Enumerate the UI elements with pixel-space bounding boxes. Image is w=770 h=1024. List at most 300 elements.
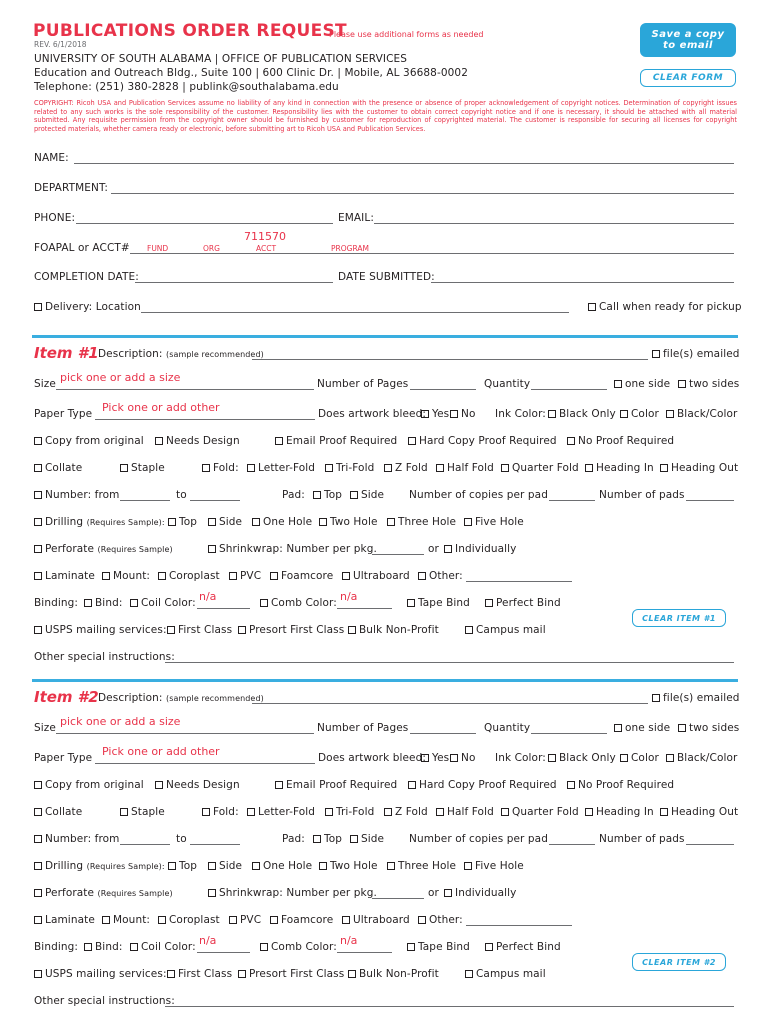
campus-mail-option[interactable]: Campus mail — [465, 624, 546, 636]
paper-type-field[interactable] — [95, 763, 315, 764]
coroplast-checkbox[interactable] — [158, 916, 166, 924]
number-to-field[interactable] — [190, 844, 240, 845]
number-checkbox[interactable] — [34, 835, 42, 843]
perforate-option[interactable]: Perforate (Requires Sample) — [34, 887, 173, 899]
shrinkwrap-option[interactable]: Shrinkwrap: Number per pkg. — [208, 543, 377, 555]
foapal-field[interactable] — [130, 253, 734, 254]
number-to-label: to — [176, 833, 187, 845]
laminate-option[interactable]: Laminate — [34, 914, 95, 926]
email-field[interactable] — [374, 223, 734, 224]
comb-color-checkbox[interactable] — [260, 943, 268, 951]
mount-other-checkbox[interactable] — [418, 572, 426, 580]
usps-option[interactable]: USPS mailing services: — [34, 968, 167, 980]
three-hole-checkbox[interactable] — [387, 862, 395, 870]
special-instructions-label: Other special instructions: — [34, 995, 175, 1007]
pad-top-checkbox[interactable] — [313, 491, 321, 499]
number-of-pads-field[interactable] — [686, 500, 734, 501]
artwork-bleed-label: Does artwork bleed: — [318, 752, 426, 764]
five-hole-option[interactable]: Five Hole — [464, 516, 524, 528]
individually-checkbox[interactable] — [444, 545, 452, 553]
perfect-bind-option[interactable]: Perfect Bind — [485, 597, 561, 609]
number-to-field[interactable] — [190, 500, 240, 501]
comb-color-option[interactable]: Comb Color: — [260, 941, 337, 953]
heading-in-option[interactable]: Heading In — [585, 806, 654, 818]
pickup-label: Call when ready for pickup — [599, 301, 742, 313]
comb-color-field[interactable] — [337, 608, 392, 609]
no-proof-checkbox[interactable] — [567, 781, 575, 789]
staple-option[interactable]: Staple — [120, 806, 165, 818]
paper-type-value[interactable]: Pick one or add other — [102, 401, 220, 414]
staple-checkbox[interactable] — [120, 808, 128, 816]
mount-other-field[interactable] — [466, 581, 572, 582]
number-checkbox[interactable] — [34, 491, 42, 499]
individually-option[interactable]: Individually — [444, 543, 516, 555]
comb-color-value[interactable]: n/a — [340, 934, 358, 947]
bleed-no-option[interactable]: No — [450, 408, 475, 420]
black-only-checkbox[interactable] — [548, 754, 556, 762]
save-copy-button[interactable]: Save a copy to email — [640, 23, 736, 57]
campus-mail-checkbox[interactable] — [465, 626, 473, 634]
coil-color-checkbox[interactable] — [130, 599, 138, 607]
pickup-checkbox-row[interactable] — [588, 301, 742, 313]
perfect-bind-checkbox[interactable] — [485, 943, 493, 951]
drilling-checkbox[interactable] — [34, 862, 42, 870]
size-field[interactable] — [56, 733, 314, 734]
comb-color-field[interactable] — [337, 952, 392, 953]
two-hole-checkbox[interactable] — [319, 862, 327, 870]
black-only-checkbox[interactable] — [548, 410, 556, 418]
perfect-bind-option[interactable]: Perfect Bind — [485, 941, 561, 953]
phone-label: PHONE: — [34, 212, 76, 224]
size-value[interactable]: pick one or add a size — [60, 715, 181, 728]
two-hole-option[interactable]: Two Hole — [319, 516, 378, 528]
ultraboard-checkbox[interactable] — [342, 916, 350, 924]
completion-date-field[interactable] — [135, 282, 333, 283]
files-emailed-option[interactable]: file(s) emailed — [652, 692, 740, 704]
mount-other-checkbox[interactable] — [418, 916, 426, 924]
drill-top-option[interactable]: Top — [168, 860, 197, 872]
name-label: NAME: — [34, 152, 69, 164]
two-sides-checkbox[interactable] — [678, 724, 686, 732]
foamcore-option[interactable]: Foamcore — [270, 914, 333, 926]
heading-out-option[interactable]: Heading Out — [660, 462, 738, 474]
pages-field[interactable] — [410, 733, 476, 734]
half-fold-option[interactable]: Half Fold — [436, 806, 494, 818]
ultraboard-option[interactable]: Ultraboard — [342, 914, 410, 926]
presort-checkbox[interactable] — [238, 626, 246, 634]
one-hole-checkbox[interactable] — [252, 862, 260, 870]
one-hole-checkbox[interactable] — [252, 518, 260, 526]
two-sides-option[interactable]: two sides — [678, 722, 739, 734]
paper-type-value[interactable]: Pick one or add other — [102, 745, 220, 758]
needs-design-checkbox[interactable] — [155, 437, 163, 445]
bind-checkbox[interactable] — [84, 599, 92, 607]
color-option[interactable]: Color — [620, 408, 659, 420]
quantity-label: Quantity — [484, 722, 531, 734]
black-only-option[interactable]: Black Only — [548, 752, 616, 764]
foamcore-checkbox[interactable] — [270, 572, 278, 580]
laminate-option[interactable]: Laminate — [34, 570, 95, 582]
fold-checkbox[interactable] — [202, 808, 210, 816]
phone-field[interactable] — [76, 223, 333, 224]
drill-side-option[interactable]: Side — [208, 516, 242, 528]
foamcore-checkbox[interactable] — [270, 916, 278, 924]
black-color-option[interactable]: Black/Color — [666, 408, 737, 420]
shrinkwrap-or-label: or — [428, 887, 439, 899]
email-label: EMAIL: — [338, 212, 374, 224]
description-label: Description: (sample recommended) — [98, 692, 264, 704]
form-title: PUBLICATIONS ORDER REQUEST — [33, 21, 347, 41]
letter-fold-checkbox[interactable] — [247, 808, 255, 816]
bleed-no-checkbox[interactable] — [450, 410, 458, 418]
half-fold-checkbox[interactable] — [436, 808, 444, 816]
color-checkbox[interactable] — [620, 754, 628, 762]
copy-original-checkbox[interactable] — [34, 437, 42, 445]
date-submitted-label: DATE SUBMITTED: — [338, 271, 435, 283]
drill-top-checkbox[interactable] — [168, 518, 176, 526]
copy-original-checkbox[interactable] — [34, 781, 42, 789]
pvc-option[interactable]: PVC — [229, 570, 261, 582]
presort-option[interactable]: Presort First Class — [238, 624, 344, 636]
z-fold-checkbox[interactable] — [384, 808, 392, 816]
acct-value[interactable]: 711570 — [244, 230, 286, 243]
tri-fold-checkbox[interactable] — [325, 808, 333, 816]
bulk-checkbox[interactable] — [348, 626, 356, 634]
number-from-field[interactable] — [120, 844, 170, 845]
bind-option[interactable]: Bind: — [84, 941, 122, 953]
no-proof-option[interactable]: No Proof Required — [567, 435, 674, 447]
fold-checkbox[interactable] — [202, 464, 210, 472]
quantity-field[interactable] — [531, 389, 607, 390]
binding-label: Binding: — [34, 597, 79, 609]
special-instructions-field[interactable] — [165, 1006, 734, 1007]
ultraboard-checkbox[interactable] — [342, 572, 350, 580]
black-color-option[interactable]: Black/Color — [666, 752, 737, 764]
two-sides-checkbox[interactable] — [678, 380, 686, 388]
three-hole-option[interactable]: Three Hole — [387, 860, 456, 872]
org-label: ORG — [203, 244, 220, 253]
department-label: DEPARTMENT: — [34, 182, 108, 194]
bulk-checkbox[interactable] — [348, 970, 356, 978]
first-class-option[interactable]: First Class — [167, 968, 232, 980]
heading-out-checkbox[interactable] — [660, 808, 668, 816]
description-field[interactable] — [252, 359, 648, 360]
hard-copy-proof-option[interactable]: Hard Copy Proof Required — [408, 779, 557, 791]
letter-fold-option[interactable]: Letter-Fold — [247, 462, 315, 474]
bleed-yes-checkbox[interactable] — [421, 410, 429, 418]
clear-item-button[interactable]: CLEAR ITEM #1 — [632, 609, 726, 627]
address-line: Education and Outreach Bldg., Suite 100 | 600 Clinic Dr. | Mobile, AL 36688-0002 — [34, 67, 468, 79]
size-value[interactable]: pick one or add a size — [60, 371, 181, 384]
laminate-checkbox[interactable] — [34, 572, 42, 580]
coil-color-field[interactable] — [197, 952, 250, 953]
paper-type-field[interactable] — [95, 419, 315, 420]
perforate-checkbox[interactable] — [34, 889, 42, 897]
coil-color-option[interactable]: Coil Color: — [130, 597, 196, 609]
fold-option[interactable]: Fold: — [202, 806, 239, 818]
ink-color-label: Ink Color: — [495, 408, 546, 420]
shrinkwrap-field[interactable] — [372, 898, 424, 899]
shrinkwrap-field[interactable] — [372, 554, 424, 555]
files-emailed-checkbox[interactable] — [652, 350, 660, 358]
coroplast-checkbox[interactable] — [158, 572, 166, 580]
shrinkwrap-option[interactable]: Shrinkwrap: Number per pkg. — [208, 887, 377, 899]
heading-in-checkbox[interactable] — [585, 808, 593, 816]
copies-per-pad-label: Number of copies per pad — [409, 489, 548, 501]
drill-side-checkbox[interactable] — [208, 518, 216, 526]
quarter-fold-option[interactable]: Quarter Fold — [501, 806, 579, 818]
pad-label: Pad: — [282, 833, 305, 845]
pad-top-option[interactable]: Top — [313, 833, 342, 845]
one-hole-option[interactable]: One Hole — [252, 860, 312, 872]
tri-fold-checkbox[interactable] — [325, 464, 333, 472]
five-hole-checkbox[interactable] — [464, 862, 472, 870]
first-class-checkbox[interactable] — [167, 970, 175, 978]
copy-original-option[interactable]: Copy from original — [34, 435, 144, 447]
shrinkwrap-checkbox[interactable] — [208, 889, 216, 897]
program-label: PROGRAM — [331, 244, 369, 253]
bind-option[interactable]: Bind: — [84, 597, 122, 609]
files-emailed-option[interactable]: file(s) emailed — [652, 348, 740, 360]
bleed-yes-option[interactable]: Yes — [421, 408, 449, 420]
copies-per-pad-field[interactable] — [549, 500, 595, 501]
z-fold-option[interactable]: Z Fold — [384, 806, 428, 818]
number-from-field[interactable] — [120, 500, 170, 501]
bulk-option[interactable]: Bulk Non-Profit — [348, 624, 439, 636]
clear-form-button[interactable]: CLEAR FORM — [640, 69, 736, 87]
paper-type-label: Paper Type — [34, 408, 93, 420]
bulk-option[interactable]: Bulk Non-Profit — [348, 968, 439, 980]
bleed-yes-option[interactable]: Yes — [421, 752, 449, 764]
first-class-checkbox[interactable] — [167, 626, 175, 634]
binding-label: Binding: — [34, 941, 79, 953]
drilling-option[interactable]: Drilling (Requires Sample): — [34, 860, 165, 872]
letter-fold-checkbox[interactable] — [247, 464, 255, 472]
pad-top-checkbox[interactable] — [313, 835, 321, 843]
usps-checkbox[interactable] — [34, 970, 42, 978]
item-divider — [32, 335, 738, 338]
usps-option[interactable]: USPS mailing services: — [34, 624, 167, 636]
letter-fold-option[interactable]: Letter-Fold — [247, 806, 315, 818]
date-submitted-field[interactable] — [431, 282, 734, 283]
campus-mail-option[interactable]: Campus mail — [465, 968, 546, 980]
clear-item-button[interactable]: CLEAR ITEM #2 — [632, 953, 726, 971]
needs-design-option[interactable]: Needs Design — [155, 779, 240, 791]
bind-checkbox[interactable] — [84, 943, 92, 951]
shrinkwrap-or-label: or — [428, 543, 439, 555]
five-hole-option[interactable]: Five Hole — [464, 860, 524, 872]
pad-side-checkbox[interactable] — [350, 835, 358, 843]
pages-field[interactable] — [410, 389, 476, 390]
two-hole-option[interactable]: Two Hole — [319, 860, 378, 872]
files-emailed-checkbox[interactable] — [652, 694, 660, 702]
mount-checkbox[interactable] — [102, 572, 110, 580]
half-fold-option[interactable]: Half Fold — [436, 462, 494, 474]
drilling-checkbox[interactable] — [34, 518, 42, 526]
one-side-option[interactable]: one side — [614, 378, 670, 390]
coil-color-value[interactable]: n/a — [199, 590, 217, 603]
number-of-pads-field[interactable] — [686, 844, 734, 845]
delivery-location-field[interactable] — [141, 312, 569, 313]
mount-option[interactable]: Mount: — [102, 570, 150, 582]
quarter-fold-option[interactable]: Quarter Fold — [501, 462, 579, 474]
size-label: Size — [34, 722, 56, 734]
tape-bind-option[interactable]: Tape Bind — [407, 941, 470, 953]
copies-per-pad-field[interactable] — [549, 844, 595, 845]
mount-other-field[interactable] — [466, 925, 572, 926]
pad-side-option[interactable]: Side — [350, 489, 384, 501]
drill-top-checkbox[interactable] — [168, 862, 176, 870]
pad-side-checkbox[interactable] — [350, 491, 358, 499]
needs-design-option[interactable]: Needs Design — [155, 435, 240, 447]
collate-option[interactable]: Collate — [34, 462, 82, 474]
five-hole-checkbox[interactable] — [464, 518, 472, 526]
one-side-checkbox[interactable] — [614, 380, 622, 388]
number-from-option[interactable]: Number: from — [34, 489, 120, 501]
special-instructions-label: Other special instructions: — [34, 651, 175, 663]
campus-mail-checkbox[interactable] — [465, 970, 473, 978]
bleed-yes-checkbox[interactable] — [421, 754, 429, 762]
drilling-option[interactable]: Drilling (Requires Sample): — [34, 516, 165, 528]
email-proof-option[interactable]: Email Proof Required — [275, 435, 397, 447]
quantity-label: Quantity — [484, 378, 531, 390]
tri-fold-option[interactable]: Tri-Fold — [325, 806, 374, 818]
mount-option[interactable]: Mount: — [102, 914, 150, 926]
two-sides-option[interactable]: two sides — [678, 378, 739, 390]
drill-side-option[interactable]: Side — [208, 860, 242, 872]
tape-bind-checkbox[interactable] — [407, 943, 415, 951]
tape-bind-checkbox[interactable] — [407, 599, 415, 607]
coroplast-option[interactable]: Coroplast — [158, 570, 220, 582]
pad-side-option[interactable]: Side — [350, 833, 384, 845]
paper-type-label: Paper Type — [34, 752, 93, 764]
pvc-checkbox[interactable] — [229, 572, 237, 580]
collate-checkbox[interactable] — [34, 808, 42, 816]
shrinkwrap-checkbox[interactable] — [208, 545, 216, 553]
individually-checkbox[interactable] — [444, 889, 452, 897]
bleed-no-checkbox[interactable] — [450, 754, 458, 762]
mount-other-option[interactable]: Other: — [418, 914, 463, 926]
perforate-checkbox[interactable] — [34, 545, 42, 553]
special-instructions-field[interactable] — [165, 662, 734, 663]
pvc-checkbox[interactable] — [229, 916, 237, 924]
department-field[interactable] — [111, 193, 734, 194]
foamcore-option[interactable]: Foamcore — [270, 570, 333, 582]
one-hole-option[interactable]: One Hole — [252, 516, 312, 528]
usps-checkbox[interactable] — [34, 626, 42, 634]
black-color-checkbox[interactable] — [666, 410, 674, 418]
two-hole-checkbox[interactable] — [319, 518, 327, 526]
mount-checkbox[interactable] — [102, 916, 110, 924]
description-field[interactable] — [252, 703, 648, 704]
heading-in-option[interactable]: Heading In — [585, 462, 654, 474]
size-field[interactable] — [56, 389, 314, 390]
mount-other-option[interactable]: Other: — [418, 570, 463, 582]
email-proof-checkbox[interactable] — [275, 781, 283, 789]
pickup-checkbox[interactable] — [588, 303, 596, 311]
comb-color-value[interactable]: n/a — [340, 590, 358, 603]
pvc-option[interactable]: PVC — [229, 914, 261, 926]
no-proof-checkbox[interactable] — [567, 437, 575, 445]
presort-option[interactable]: Presort First Class — [238, 968, 344, 980]
perforate-option[interactable]: Perforate (Requires Sample) — [34, 543, 173, 555]
item-title: Item #1 — [34, 344, 99, 362]
color-option[interactable]: Color — [620, 752, 659, 764]
z-fold-checkbox[interactable] — [384, 464, 392, 472]
presort-checkbox[interactable] — [238, 970, 246, 978]
first-class-option[interactable]: First Class — [167, 624, 232, 636]
email-proof-option[interactable]: Email Proof Required — [275, 779, 397, 791]
pad-top-option[interactable]: Top — [313, 489, 342, 501]
staple-option[interactable]: Staple — [120, 462, 165, 474]
laminate-checkbox[interactable] — [34, 916, 42, 924]
revision-date: REV. 6/1/2018 — [34, 40, 87, 49]
individually-option[interactable]: Individually — [444, 887, 516, 899]
tape-bind-option[interactable]: Tape Bind — [407, 597, 470, 609]
heading-out-checkbox[interactable] — [660, 464, 668, 472]
name-field[interactable] — [74, 163, 734, 164]
one-side-option[interactable]: one side — [614, 722, 670, 734]
collate-option[interactable]: Collate — [34, 806, 82, 818]
collate-checkbox[interactable] — [34, 464, 42, 472]
three-hole-option[interactable]: Three Hole — [387, 516, 456, 528]
fold-option[interactable]: Fold: — [202, 462, 239, 474]
org-line: UNIVERSITY OF SOUTH ALABAMA | OFFICE OF PUBLICATION SERVICES — [34, 53, 408, 65]
delivery-checkbox-row[interactable] — [34, 301, 141, 313]
color-checkbox[interactable] — [620, 410, 628, 418]
coil-color-checkbox[interactable] — [130, 943, 138, 951]
drill-top-option[interactable]: Top — [168, 516, 197, 528]
black-only-option[interactable]: Black Only — [548, 408, 616, 420]
needs-design-checkbox[interactable] — [155, 781, 163, 789]
z-fold-option[interactable]: Z Fold — [384, 462, 428, 474]
description-label: Description: (sample recommended) — [98, 348, 264, 360]
delivery-checkbox[interactable] — [34, 303, 42, 311]
item-divider — [32, 679, 738, 682]
heading-in-checkbox[interactable] — [585, 464, 593, 472]
heading-out-option[interactable]: Heading Out — [660, 806, 738, 818]
hard-copy-proof-checkbox[interactable] — [408, 781, 416, 789]
coil-color-value[interactable]: n/a — [199, 934, 217, 947]
number-from-option[interactable]: Number: from — [34, 833, 120, 845]
coil-color-field[interactable] — [197, 608, 250, 609]
ultraboard-option[interactable]: Ultraboard — [342, 570, 410, 582]
bleed-no-option[interactable]: No — [450, 752, 475, 764]
perfect-bind-checkbox[interactable] — [485, 599, 493, 607]
staple-checkbox[interactable] — [120, 464, 128, 472]
email-proof-checkbox[interactable] — [275, 437, 283, 445]
ink-color-label: Ink Color: — [495, 752, 546, 764]
tri-fold-option[interactable]: Tri-Fold — [325, 462, 374, 474]
quarter-fold-checkbox[interactable] — [501, 808, 509, 816]
no-proof-option[interactable]: No Proof Required — [567, 779, 674, 791]
black-color-checkbox[interactable] — [666, 754, 674, 762]
half-fold-checkbox[interactable] — [436, 464, 444, 472]
hard-copy-proof-option[interactable]: Hard Copy Proof Required — [408, 435, 557, 447]
hard-copy-proof-checkbox[interactable] — [408, 437, 416, 445]
pages-label: Number of Pages — [317, 722, 409, 734]
coroplast-option[interactable]: Coroplast — [158, 914, 220, 926]
comb-color-option[interactable]: Comb Color: — [260, 597, 337, 609]
quantity-field[interactable] — [531, 733, 607, 734]
three-hole-checkbox[interactable] — [387, 518, 395, 526]
copy-original-option[interactable]: Copy from original — [34, 779, 144, 791]
quarter-fold-checkbox[interactable] — [501, 464, 509, 472]
comb-color-checkbox[interactable] — [260, 599, 268, 607]
drill-side-checkbox[interactable] — [208, 862, 216, 870]
coil-color-option[interactable]: Coil Color: — [130, 941, 196, 953]
one-side-checkbox[interactable] — [614, 724, 622, 732]
